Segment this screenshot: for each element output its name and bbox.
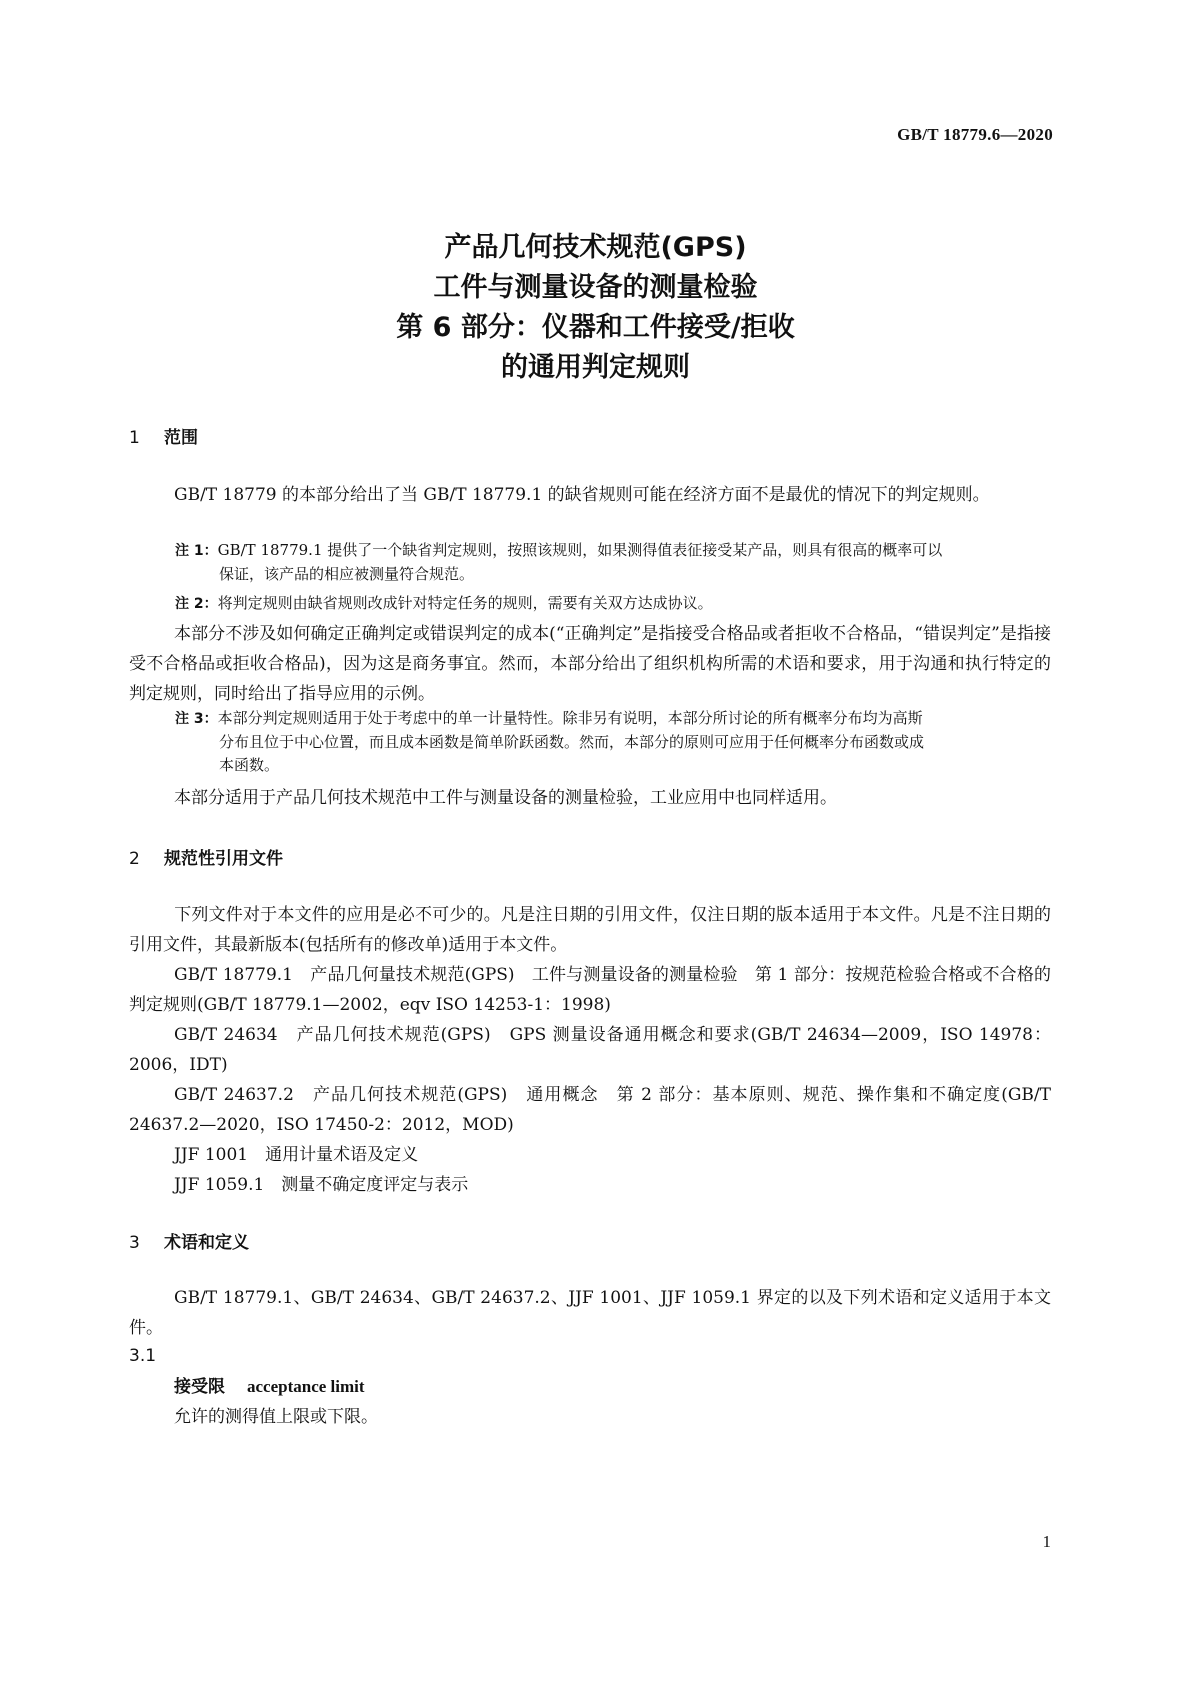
paragraph [129, 783, 1051, 813]
paragraph [129, 619, 1051, 709]
note-continuation: 保证，该产品的相应被测量符合规范。 [219, 565, 475, 583]
standard-code: GB/T 18779.6—2020 [897, 125, 1053, 144]
paragraph-text: 下列文件对于本文件的应用是必不可少的。凡是注日期的引用文件，仅注日期的版本适用于本文件。凡是不注日期的引用文件，其最新版本(包括所有的修改单)适用于本文件。 [129, 905, 1051, 955]
title-line-2: 工件与测量设备的测量检验 [433, 272, 758, 303]
section-2-heading [129, 844, 283, 869]
note-continuation: 分布且位于中心位置，而且成本函数是简单阶跃函数。然而，本部分的原则可应用于任何概率分布函数或成 [219, 733, 925, 751]
section-1-heading [129, 423, 198, 448]
reference-item [129, 1080, 1051, 1140]
note-1 [175, 539, 1051, 586]
document-title [0, 228, 1191, 388]
section-title: 范围 [164, 428, 198, 448]
term-chinese: 接受限 [174, 1377, 225, 1397]
section-title: 规范性引用文件 [164, 849, 283, 869]
term-number: 3.1 [129, 1346, 157, 1366]
title-line-1: 产品几何技术规范(GPS) [444, 232, 747, 263]
paragraph-text: 本部分适用于产品几何技术规范中工件与测量设备的测量检验，工业应用中也同样适用。 [174, 788, 837, 808]
section-number: 1 [129, 428, 140, 448]
paragraph-text: GB/T 18779 的本部分给出了当 GB/T 18779.1 的缺省规则可能在经济方面不是最优的情况下的判定规则。 [174, 485, 990, 505]
reference-item [129, 1170, 1051, 1200]
reference-item [129, 960, 1051, 1020]
paragraph-text: 本部分不涉及如何确定正确判定或错误判定的成本(“正确判定”是指接受合格品或者拒收不合格品，“错误判定”是指接受不合格品或拒收合格品)，因为这是商务事宜。然而，本部分给出了组织机构所需的术语和要求，用于沟通和执行特定的判定规则，同时给出了指导应用的示例。 [129, 624, 1051, 704]
title-line-4: 的通用判定规则 [501, 352, 690, 383]
term-definition: 允许的测得值上限或下限。 [174, 1407, 378, 1427]
note-2 [175, 592, 1051, 616]
term-english: acceptance limit [247, 1377, 365, 1396]
reference-text: GB/T 24634 产品几何技术规范(GPS) GPS 测量设备通用概念和要求(GB/T 24634—2009，ISO 14978：2006，IDT) [129, 1025, 1051, 1075]
page-number: 1 [1042, 1532, 1051, 1551]
note-label: 注 2： [175, 596, 218, 612]
note-text: 本部分判定规则适用于处于考虑中的单一计量特性。除非另有说明，本部分所讨论的所有概率分布均为高斯 [217, 709, 923, 727]
section-title: 术语和定义 [164, 1233, 249, 1253]
note-label: 注 1： [175, 543, 218, 559]
reference-text: JJF 1059.1 测量不确定度评定与表示 [174, 1175, 469, 1195]
section-number: 2 [129, 849, 140, 869]
reference-text: GB/T 24637.2 产品几何技术规范(GPS) 通用概念 第 2 部分：基本原则、规范、操作集和不确定度(GB/T 24637.2—2020，ISO 17450-2：2012，MOD) [129, 1085, 1051, 1135]
note-label: 注 3： [175, 711, 218, 727]
reference-item [129, 1140, 1051, 1170]
reference-text: JJF 1001 通用计量术语及定义 [174, 1145, 419, 1165]
reference-text: GB/T 18779.1 产品几何量技术规范(GPS) 工件与测量设备的测量检验 第 1 部分：按规范检验合格或不合格的判定规则(GB/T 18779.1—2002，eqv ISO 14253-1：1998) [129, 965, 1051, 1015]
reference-item [129, 1020, 1051, 1080]
section-number: 3 [129, 1233, 140, 1253]
note-text: GB/T 18779.1 提供了一个缺省判定规则，按照该规则，如果测得值表征接受某产品，则具有很高的概率可以 [217, 541, 943, 559]
section-3-heading [129, 1228, 249, 1253]
paragraph [129, 900, 1051, 960]
paragraph [129, 1283, 1051, 1343]
paragraph [129, 480, 1051, 510]
note-continuation: 本函数。 [219, 756, 280, 774]
term-entry [174, 1372, 365, 1397]
note-text: 将判定规则由缺省规则改成针对特定任务的规则，需要有关双方达成协议。 [217, 594, 713, 612]
note-3 [175, 707, 1051, 777]
paragraph-text: GB/T 18779.1、GB/T 24634、GB/T 24637.2、JJF 1001、JJF 1059.1 界定的以及下列术语和定义适用于本文件。 [129, 1288, 1051, 1338]
title-line-3: 第 6 部分：仪器和工件接受/拒收 [396, 312, 795, 343]
